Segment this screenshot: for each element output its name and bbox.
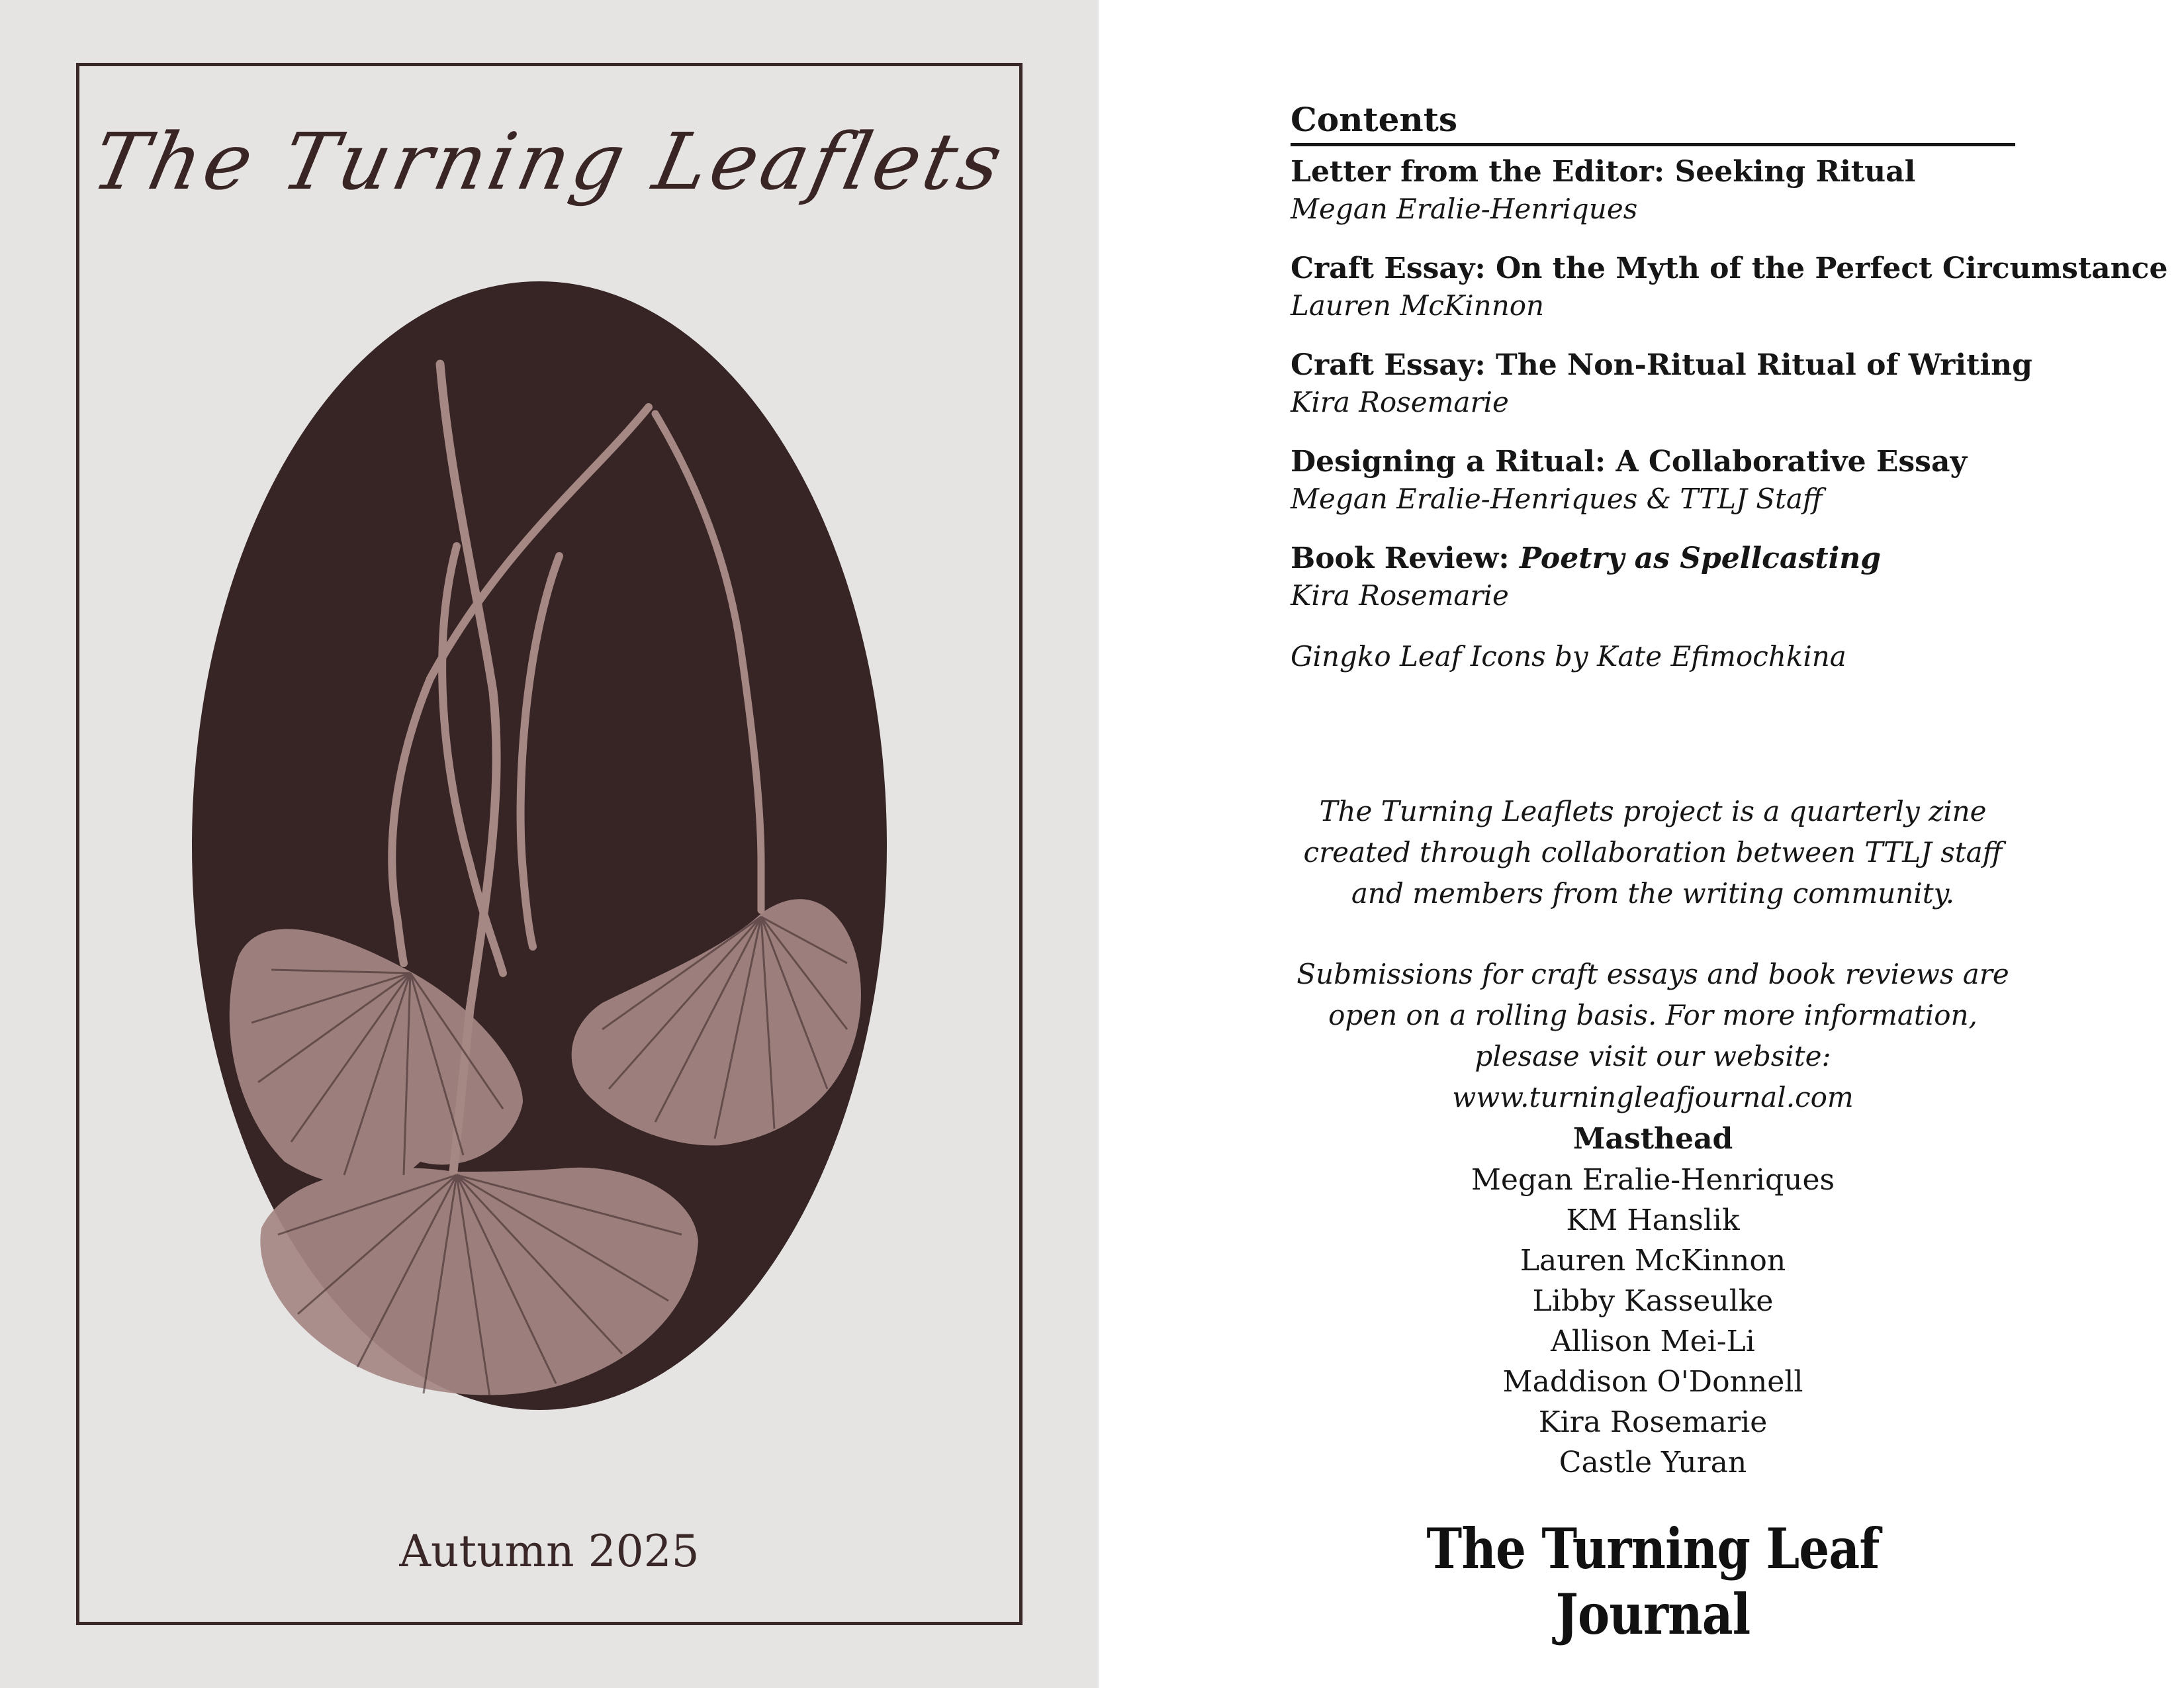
toc-entry-author: Megan Eralie-Henriques & TTLJ Staff [1291, 483, 1823, 515]
masthead-name: Megan Eralie-Henriques [1471, 1163, 1835, 1197]
book-title: Poetry as Spellcasting [1519, 541, 1882, 575]
toc-entry [1291, 153, 2015, 227]
cover-season: Autumn 2025 [399, 1526, 700, 1577]
contents-heading: Contents [1291, 99, 2015, 146]
toc-entry [1291, 539, 2015, 614]
about-paragraph: The Turning Leaflets project is a quarterly zine created through collaboration between TTLJ staff and members from the writing community. [1303, 795, 2003, 910]
masthead-name: Lauren McKinnon [1520, 1244, 1786, 1278]
toc-entry-author: Kira Rosemarie [1291, 579, 1509, 612]
toc-entry-title: Designing a Ritual: A Collaborative Essay [1291, 445, 1968, 479]
cover-illustration [192, 281, 887, 1410]
about-section [1291, 791, 2015, 1118]
toc-entry-author: Megan Eralie-Henriques [1291, 193, 1638, 225]
toc-entry-author: Lauren McKinnon [1291, 289, 1545, 322]
journal-logo: The Turning Leaf Journal [1426, 1516, 1880, 1647]
masthead-name: Kira Rosemarie [1538, 1405, 1768, 1439]
ginkgo-leaves-icon [192, 281, 887, 1410]
toc-entry-title: Craft Essay: On the Myth of the Perfect Circumstance [1291, 252, 2168, 285]
masthead-name: KM Hanslik [1566, 1203, 1740, 1237]
masthead-name: Allison Mei-Li [1551, 1325, 1755, 1358]
toc-entry [1291, 250, 2168, 324]
toc-entry-title: Letter from the Editor: Seeking Ritual [1291, 155, 1916, 189]
toc-entry-title: Craft Essay: The Non-Ritual Ritual of Writing [1291, 348, 2032, 382]
masthead-name: Castle Yuran [1559, 1446, 1747, 1479]
masthead [1291, 1119, 2015, 1483]
toc-entry-title [1291, 539, 2015, 578]
toc-entry [1291, 346, 2032, 420]
masthead-heading: Masthead [1572, 1122, 1733, 1156]
masthead-name: Libby Kasseulke [1532, 1284, 1774, 1318]
submissions-paragraph: Submissions for craft essays and book reviews are open on a rolling basis. For more information, plesase visit our website: www.turningleafjournal.com [1297, 958, 2009, 1113]
toc-entry [1291, 443, 2015, 517]
cover-title: The Turning Leaflets [85, 116, 1014, 207]
table-of-contents [1291, 99, 2168, 675]
masthead-name: Maddison O'Donnell [1502, 1365, 1803, 1399]
toc-entry-author: Kira Rosemarie [1291, 386, 1509, 418]
illustration-credit: Gingko Leaf Icons by Kate Efimochkina [1291, 640, 1846, 673]
toc-entry-title-prefix: Book Review: [1291, 541, 1520, 575]
